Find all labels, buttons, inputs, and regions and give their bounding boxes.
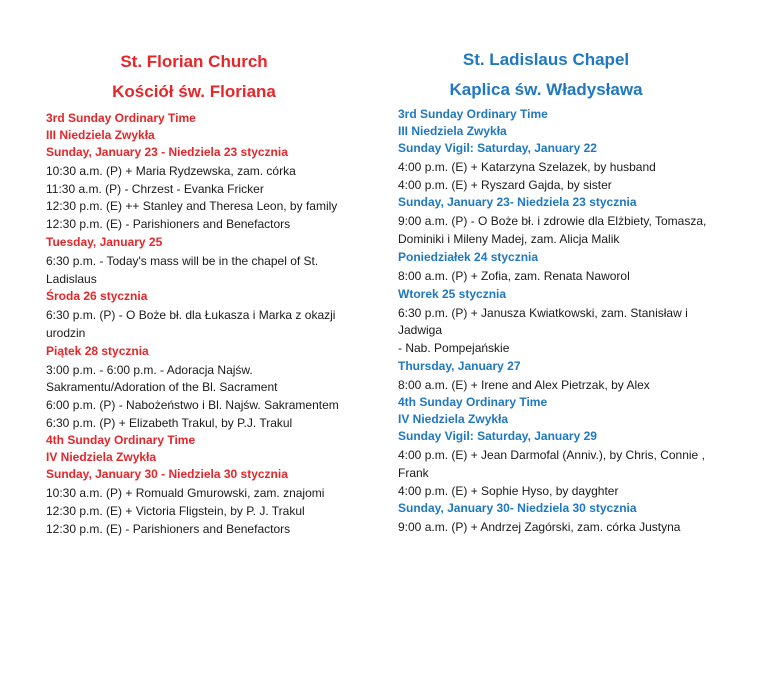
right-title-pl: Kaplica św. Władysława bbox=[449, 80, 643, 99]
schedule-heading: IV Niedziela Zwykła bbox=[398, 412, 509, 427]
schedule-heading: Piątek 28 stycznia bbox=[46, 343, 149, 358]
mass-intention: 9:00 a.m. (P) + Andrzej Zagórski, zam. córka Justyna bbox=[398, 520, 681, 535]
schedule-heading: 4th Sunday Ordinary Time bbox=[398, 395, 548, 410]
mass-intention: 6:30 p.m. - Today's mass will be in the chapel of St. Ladislaus bbox=[46, 253, 319, 286]
mass-intention: 10:30 a.m. (P) + Romuald Gmurowski, zam. znajomi bbox=[46, 486, 325, 501]
mass-intention: 12:30 p.m. (E) - Parishioners and Benefactors bbox=[46, 521, 291, 536]
schedule-heading: Sunday, January 23 - Niedziela 23 stycznia bbox=[46, 145, 288, 159]
mass-intention: - Nab. Pompejańskie bbox=[398, 340, 510, 355]
mass-intention: 6:30 p.m. (P) - O Boże bł. dla Łukasza i Marka z okazji urodzin bbox=[46, 308, 336, 340]
mass-intention: 6:30 p.m. (P) + Janusza Kwiatkowski, zam. Stanisław i Jadwiga bbox=[398, 305, 688, 338]
schedule-heading: III Niedziela Zwykła bbox=[398, 124, 507, 138]
st-florian-column bbox=[46, 0, 366, 539]
schedule-heading: Tuesday, January 25 bbox=[46, 234, 163, 249]
left-title-pl: Kościół św. Floriana bbox=[112, 82, 276, 101]
left-schedule bbox=[46, 110, 366, 539]
mass-intention: 12:30 p.m. (E) ++ Stanley and Theresa Leon, by family bbox=[46, 199, 338, 214]
schedule-heading: Sunday, January 23- Niedziela 23 stycznia bbox=[398, 195, 637, 210]
mass-intention: 10:30 a.m. (P) + Maria Rydzewska, zam. córka bbox=[46, 164, 296, 178]
schedule-heading: Środa 26 stycznia bbox=[46, 289, 148, 304]
schedule-heading: Sunday, January 30- Niedziela 30 stycznia bbox=[398, 501, 637, 516]
schedule-heading: 3rd Sunday Ordinary Time bbox=[46, 111, 196, 125]
schedule-heading: Sunday Vigil: Saturday, January 22 bbox=[398, 141, 597, 155]
mass-intention: 9:00 a.m. (P) - O Boże bł. i zdrowie dla Elżbiety, Tomasza, Dominiki i Mileny Madej, zam. Alicja Malik bbox=[398, 214, 707, 247]
mass-intention: 11:30 a.m. (P) - Chrzest - Evanka Fricker bbox=[46, 181, 264, 196]
right-title-en: St. Ladislaus Chapel bbox=[462, 50, 630, 69]
mass-intention: 8:00 a.m. (E) + Irene and Alex Pietrzak, by Alex bbox=[398, 377, 650, 392]
left-title-en: St. Florian Church bbox=[120, 52, 268, 71]
schedule-heading: 4th Sunday Ordinary Time bbox=[46, 433, 196, 448]
schedule-heading: Poniedziałek 24 stycznia bbox=[398, 249, 539, 264]
schedule-heading: IV Niedziela Zwykła bbox=[46, 450, 157, 465]
mass-intention: 12:30 p.m. (E) + Victoria Fligstein, by P. J. Trakul bbox=[46, 504, 305, 519]
right-schedule bbox=[398, 106, 728, 537]
mass-intention: 8:00 a.m. (P) + Zofia, zam. Renata Naworol bbox=[398, 268, 630, 283]
mass-intention: 3:00 p.m. - 6:00 p.m. - Adoracja Najśw. Sakramentu/Adoration of the Bl. Sacrament bbox=[46, 362, 278, 395]
schedule-heading: III Niedziela Zwykła bbox=[46, 128, 155, 142]
mass-intention: 12:30 p.m. (E) - Parishioners and Benefactors bbox=[46, 217, 291, 232]
mass-intention: 4:00 p.m. (E) + Ryszard Gajda, by sister bbox=[398, 177, 612, 192]
schedule-heading: Wtorek 25 stycznia bbox=[398, 286, 507, 301]
schedule-heading: Thursday, January 27 bbox=[398, 358, 521, 373]
mass-intention: 4:00 p.m. (E) + Katarzyna Szelazek, by husband bbox=[398, 160, 656, 174]
schedule-heading: 3rd Sunday Ordinary Time bbox=[398, 107, 548, 121]
mass-intention: 6:30 p.m. (P) + Elizabeth Trakul, by P.J. Trakul bbox=[46, 415, 293, 430]
mass-intention: 4:00 p.m. (E) + Jean Darmofal (Anniv.), by Chris, Connie , Frank bbox=[398, 448, 705, 481]
st-ladislaus-column bbox=[398, 0, 728, 537]
schedule-heading: Sunday Vigil: Saturday, January 29 bbox=[398, 429, 597, 444]
mass-intention: 6:00 p.m. (P) - Nabożeństwo i Bl. Najśw. Sakramentem bbox=[46, 398, 339, 413]
mass-intention: 4:00 p.m. (E) + Sophie Hyso, by dayghter bbox=[398, 483, 619, 498]
schedule-heading: Sunday, January 30 - Niedziela 30 stycznia bbox=[46, 467, 288, 482]
